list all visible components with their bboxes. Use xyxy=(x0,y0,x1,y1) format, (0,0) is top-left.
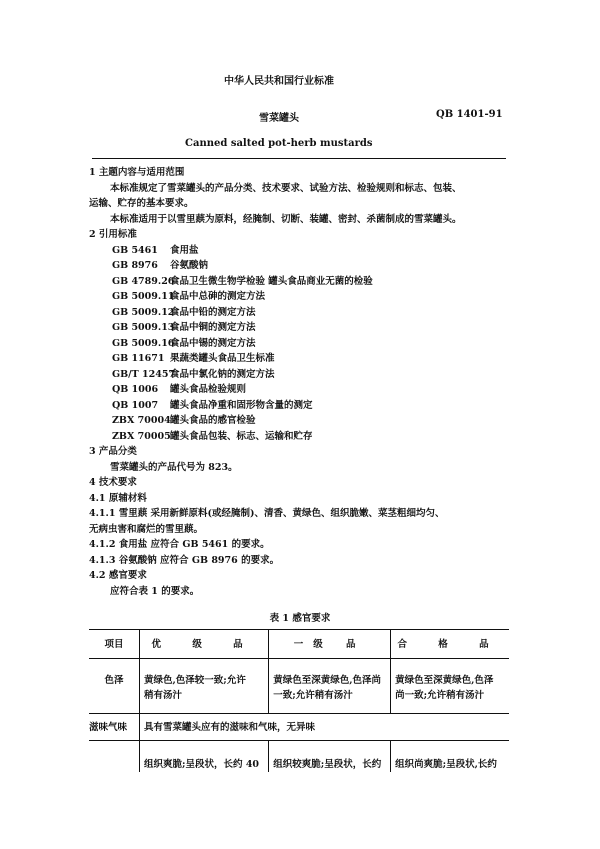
text-line: 4.2 感官要求 xyxy=(89,570,147,581)
reference-code: QB 1006 xyxy=(112,384,159,395)
reference-title: 食品卫生微生物学检验 罐头食品商业无菌的检验 xyxy=(170,275,373,287)
reference-title: 罐头食品的感官检验 xyxy=(170,415,256,426)
table-row xyxy=(89,741,509,773)
table-row xyxy=(89,714,509,741)
reference-code: GB/T 12457 xyxy=(112,368,176,380)
reference-title: 食品中铅的测定方法 xyxy=(170,306,256,318)
document-title: 雪菜罐头 xyxy=(259,113,299,124)
header-rule xyxy=(92,158,506,159)
reference-title: 罐头食品检验规则 xyxy=(170,384,247,395)
reference-code: GB 5009.12 xyxy=(112,306,175,318)
document-body xyxy=(89,165,509,599)
table-header-row xyxy=(89,630,509,659)
reference-title: 食品中总砷的测定方法 xyxy=(170,291,266,302)
text-line: 无病虫害和腐烂的雪里蕻。 xyxy=(89,523,204,535)
reference-title: 食品中氯化钠的测定方法 xyxy=(170,368,275,380)
reference-item xyxy=(89,258,509,274)
text-line: 本标准规定了雪菜罐头的产品分类、技术要求、试验方法、检验规则和标志、包装、 xyxy=(110,182,462,194)
reference-code: ZBX 70005 xyxy=(112,430,171,442)
reference-item xyxy=(89,320,509,336)
row-item-taste: 滋味气味 xyxy=(89,714,140,741)
english-title: Canned salted pot-herb mustards xyxy=(185,138,373,149)
reference-item xyxy=(89,398,509,414)
reference-title: 罐头食品净重和固形物含量的测定 xyxy=(170,399,313,411)
reference-code: GB 5461 xyxy=(112,244,158,256)
reference-title: 食品中锡的测定方法 xyxy=(170,337,256,349)
text-line: 本标准适用于以雪里蕻为原料，经腌制、切断、装罐、密封、杀菌制成的雪菜罐头。 xyxy=(110,213,462,225)
reference-title: 罐头食品包装、标志、运输和贮存 xyxy=(170,430,313,442)
reference-title: 食用盐 xyxy=(170,244,199,256)
text-line: 2 引用标准 xyxy=(89,229,137,240)
cell-texture-first: 组织较爽脆;呈段状，长约 xyxy=(269,741,391,773)
reference-item xyxy=(89,289,509,305)
reference-code: GB 5009.11 xyxy=(112,291,175,302)
reference-code: GB 8976 xyxy=(112,260,158,271)
reference-item xyxy=(89,382,509,398)
cell-color-premium: 黄绿色,色泽较一致;允许 稍有汤汁 xyxy=(140,659,269,714)
reference-item xyxy=(89,274,509,290)
reference-item xyxy=(89,367,509,383)
reference-code: GB 11671 xyxy=(112,353,165,364)
table-row xyxy=(89,659,509,714)
header-qualified: 合 格 品 xyxy=(391,630,509,659)
header-item: 项目 xyxy=(89,630,140,659)
reference-item xyxy=(89,351,509,367)
text-line: 4 技术要求 xyxy=(89,477,137,488)
reference-code: QB 1007 xyxy=(112,399,159,411)
text-line: 雪菜罐头的产品代号为 823。 xyxy=(110,461,238,473)
reference-item xyxy=(89,305,509,321)
reference-item xyxy=(89,243,509,259)
cell-texture-premium: 组织爽脆;呈段状，长约 40 xyxy=(140,741,269,773)
standard-code: QB 1401-91 xyxy=(436,109,503,120)
reference-item xyxy=(89,336,509,352)
reference-title: 谷氨酸钠 xyxy=(170,260,209,271)
text-line: 4.1.2 食用盐 应符合 GB 5461 的要求。 xyxy=(89,539,270,550)
cell-color-first: 黄绿色至深黄绿色,色泽尚 一致;允许稍有汤汁 xyxy=(269,659,391,714)
reference-code: GB 5009.13 xyxy=(112,322,175,333)
header-first-grade: 一级 品 xyxy=(269,630,391,659)
text-line: 4.1 原辅材料 xyxy=(89,492,147,504)
text-line: 应符合表 1 的要求。 xyxy=(110,585,200,597)
reference-title: 果蔬类罐头食品卫生标准 xyxy=(170,353,275,364)
reference-code: GB 4789.26 xyxy=(112,275,175,287)
row-item-texture xyxy=(89,741,140,773)
header-premium: 优 级 品 xyxy=(140,630,269,659)
table-caption: 表 1 感官要求 xyxy=(269,613,331,624)
cell-texture-qualified: 组织尚爽脆;呈段状,长约 xyxy=(391,741,509,773)
text-line: 1 主题内容与适用范围 xyxy=(89,167,185,178)
standard-org: 中华人民共和国行业标准 xyxy=(224,76,334,87)
row-item-color: 色泽 xyxy=(89,659,140,714)
reference-title: 食品中铜的测定方法 xyxy=(170,322,256,333)
text-line: 3 产品分类 xyxy=(89,446,137,457)
cell-taste-merged: 具有雪菜罐头应有的滋味和气味，无异味 xyxy=(140,714,510,741)
reference-item xyxy=(89,429,509,445)
reference-code: GB 5009.16 xyxy=(112,337,175,349)
cell-color-qualified: 黄绿色至深黄绿色,色泽 尚一致;允许稍有汤汁 xyxy=(391,659,509,714)
text-line: 4.1.1 雪里蕻 采用新鲜原料(或经腌制)、清香、黄绿色、组织脆嫩、菜茎粗细均匀、 xyxy=(89,508,445,519)
text-line: 运输、贮存的基本要求。 xyxy=(89,198,194,209)
sensory-requirements-table xyxy=(89,629,509,772)
reference-code: ZBX 70004 xyxy=(112,415,171,426)
reference-item xyxy=(89,413,509,429)
text-line: 4.1.3 谷氨酸钠 应符合 GB 8976 的要求。 xyxy=(89,554,280,566)
